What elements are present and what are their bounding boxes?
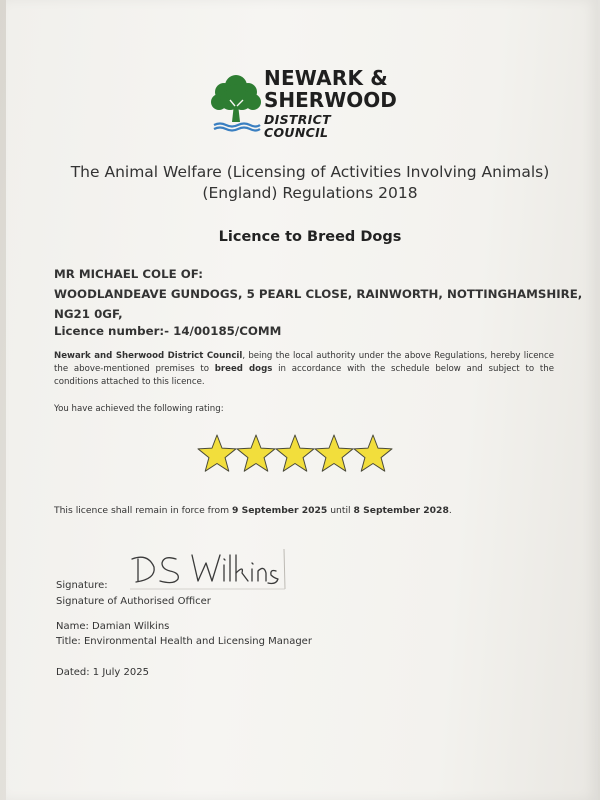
officer-title: Title: Environmental Health and Licensing Manager bbox=[56, 636, 312, 647]
star-rating bbox=[196, 432, 406, 478]
council-name-line3: DISTRICT COUNCIL bbox=[264, 112, 331, 140]
signature-sub-label: Signature of Authorised Officer bbox=[56, 596, 211, 607]
authority-name: Newark and Sherwood District Council bbox=[54, 351, 243, 361]
council-name-line1: NEWARK & bbox=[264, 66, 388, 90]
validity-prefix: This licence shall remain in force from bbox=[54, 505, 232, 516]
council-name bbox=[264, 68, 397, 139]
date-signed: Dated: 1 July 2025 bbox=[56, 667, 149, 678]
validity-statement bbox=[54, 505, 452, 516]
validity-middle: until bbox=[327, 505, 354, 516]
handwritten-signature bbox=[124, 545, 292, 593]
licence-statement bbox=[54, 350, 554, 389]
rating-label: You have achieved the following rating: bbox=[54, 404, 224, 414]
regulation-title-line2: (England) Regulations 2018 bbox=[202, 184, 418, 202]
regulation-title-line1: The Animal Welfare (Licensing of Activities Involving Animals) bbox=[70, 163, 550, 181]
licence-heading: Licence to Breed Dogs bbox=[218, 229, 402, 245]
signature-label: Signature: bbox=[56, 580, 108, 591]
star-icon bbox=[313, 432, 355, 476]
holder-name: MR MICHAEL COLE OF: bbox=[54, 267, 203, 281]
star-icon bbox=[274, 432, 316, 476]
licence-document bbox=[6, 0, 598, 800]
tree-logo-icon bbox=[210, 70, 262, 134]
validity-until-date: 8 September 2028 bbox=[353, 505, 449, 516]
council-name-line2: SHERWOOD bbox=[264, 88, 397, 112]
validity-suffix: . bbox=[448, 505, 452, 516]
licensed-activity: breed dogs bbox=[214, 364, 273, 374]
council-logo bbox=[206, 66, 396, 138]
statement-part2: in accordance with the schedule below and subject to the conditions attached to this licence. bbox=[54, 364, 554, 387]
star-icon bbox=[352, 432, 394, 476]
star-icon bbox=[196, 432, 238, 476]
validity-from-date: 9 September 2025 bbox=[231, 505, 328, 516]
officer-name: Name: Damian Wilkins bbox=[56, 621, 170, 632]
star-icon bbox=[235, 432, 277, 476]
holder-address: WOODLANDEAVE GUNDOGS, 5 PEARL CLOSE, RAINWORTH, NOTTINGHAMSHIRE, bbox=[54, 287, 583, 301]
licence-number: Licence number:- 14/00185/COMM bbox=[54, 324, 282, 338]
holder-postcode: NG21 0GF, bbox=[54, 307, 123, 321]
statement-part1: , being the local authority under the above Regulations, hereby licence the above-mentioned premises to bbox=[54, 351, 554, 374]
